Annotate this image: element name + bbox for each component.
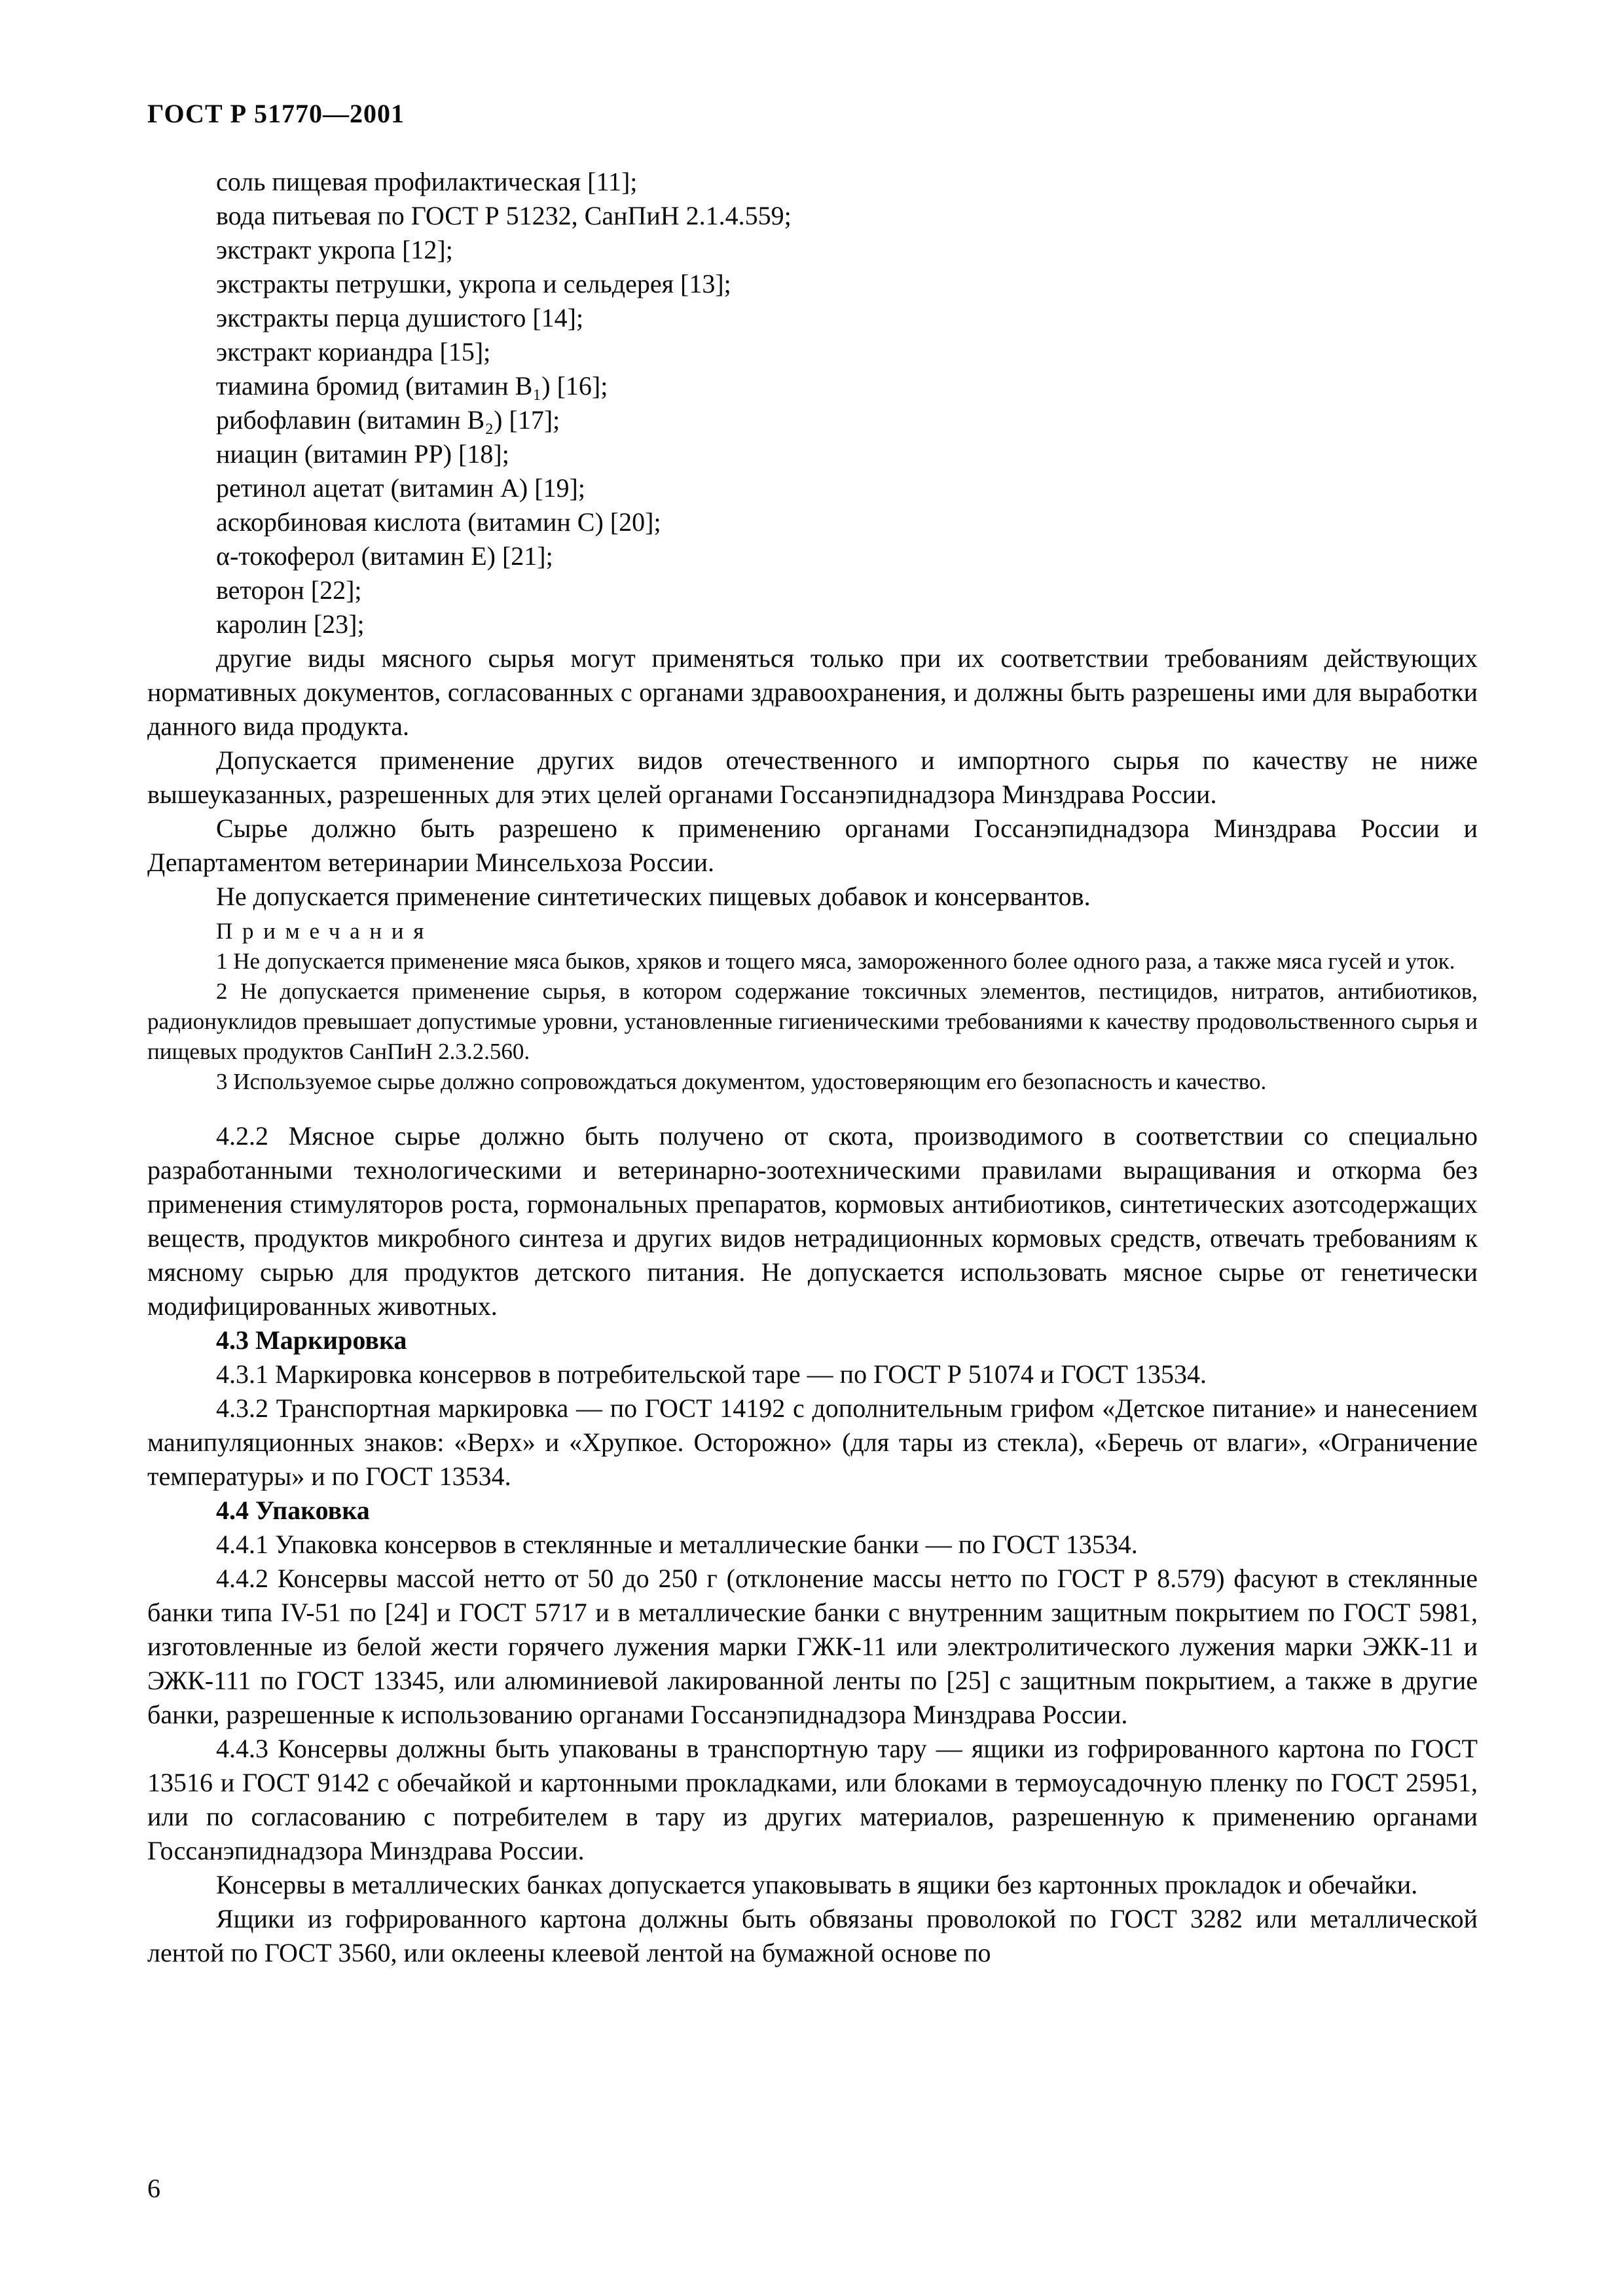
document-standard-code: ГОСТ Р 51770—2001 — [147, 99, 405, 128]
ingredient-list-item: рибофлавин (витамин В₂) [17]; — [216, 405, 560, 435]
ingredient-list-item: веторон [22]; — [216, 575, 362, 605]
ingredient-list-item: экстракты перца душистого [14]; — [216, 303, 584, 332]
note-item: 3 Используемое сырье должно сопровождаться документом, удостоверяющим его безопасность и качество. — [216, 1069, 1267, 1094]
ingredient-list-item: соль пищевая профилактическая [11]; — [216, 167, 638, 196]
paragraph: Допускается применение других видов отечественного и импортного сырья по качеству не ниже вышеуказанных, разрешенных для этих целей органами Госсанэпиднадзора Минздрава России. — [147, 745, 1478, 809]
paragraph: Ящики из гофрированного картона должны быть обвязаны проволокой по ГОСТ 3282 или металлической лентой по ГОСТ 3560, или оклеены клеевой лентой на бумажной основе по — [147, 1904, 1478, 1967]
ingredient-list-item: экстракт укропа [12]; — [216, 235, 453, 264]
paragraph: другие виды мясного сырья могут применяться только при их соответствии требованиям действующих нормативных документов, согласованных с органами здравоохранения, и должны быть разрешены ими для выработки данного вида продукта. — [147, 643, 1478, 741]
ingredient-list-item: α-токоферол (витамин Е) [21]; — [216, 541, 553, 571]
ingredient-list-item: каролин [23]; — [216, 609, 365, 639]
paragraph: 4.2.2 Мясное сырье должно быть получено от скота, производимого в соответствии со специально разработанными технологическими и ветеринарно-зоотехническими правилами выращивания и откорма без применения стимуляторов роста, гормональных препаратов, кормовых антибиотиков, синтетических азотсодержащих веществ, продуктов микробного синтеза и других видов нетрадиционных кормовых средств, отвечать требованиям к мясному сырью для продуктов детского питания. Не допускается использовать мясное сырье от генетически модифицированных животных. — [147, 1121, 1478, 1321]
paragraph: Не допускается применение синтетических пищевых добавок и консервантов. — [216, 882, 1091, 911]
ingredient-list-item: ниацин (витамин РР) [18]; — [216, 439, 509, 469]
note-item: 2 Не допускается применение сырья, в котором содержание токсичных элементов, пестицидов, нитратов, антибиотиков, радионуклидов превышает допустимые уровни, установленные гигиеническими требованиями к качеству продовольственного сырья и пищевых продуктов СанПиН 2.3.2.560. — [147, 978, 1478, 1064]
paragraph: 4.4.2 Консервы массой нетто от 50 до 250 г (отклонение массы нетто по ГОСТ Р 8.579) фасуют в стеклянные банки типа IV-51 по [24] и ГОСТ 5717 и в металлические банки с внутренним защитным покрытием по ГОСТ 5981, изготовленные из белой жести горячего лужения марки ГЖК-11 или электролитического лужения марки ЭЖК-11 и ЭЖК-111 по ГОСТ 13345, или алюминиевой лакированной ленты по [25] с защитным покрытием, а также в другие банки, разрешенные к использованию органами Госсанэпиднадзора Минздрава России. — [147, 1564, 1478, 1729]
document-content — [147, 97, 1478, 1970]
ingredient-list-item: экстракты петрушки, укропа и сельдерея [13]; — [216, 269, 731, 298]
paragraph: 4.4.1 Упаковка консервов в стеклянные и металлические банки — по ГОСТ 13534. — [216, 1530, 1138, 1559]
notes-label: Примечания — [216, 918, 434, 944]
note-item: 1 Не допускается применение мяса быков, хряков и тощего мяса, замороженного более одного раза, а также мяса гусей и уток. — [216, 948, 1455, 974]
ingredient-list-item: аскорбиновая кислота (витамин С) [20]; — [216, 507, 661, 537]
ingredient-list-item: ретинол ацетат (витамин А) [19]; — [216, 473, 585, 503]
paragraph: Консервы в металлических банках допускается упаковывать в ящики без картонных прокладок и обечайки. — [216, 1870, 1418, 1899]
ingredient-list-item: экстракт кориандра [15]; — [216, 337, 491, 367]
paragraph: Сырье должно быть разрешено к применению органами Госсанэпиднадзора Минздрава России и Департаментом ветеринарии Минсельхоза России. — [147, 814, 1478, 877]
ingredient-list-item: тиамина бромид (витамин В₁) [16]; — [216, 371, 608, 401]
page-number: 6 — [147, 2174, 160, 2203]
ingredient-list-item: вода питьевая по ГОСТ Р 51232, СанПиН 2.1.4.559; — [216, 201, 792, 230]
paragraph: 4.4.3 Консервы должны быть упакованы в транспортную тару — ящики из гофрированного картона по ГОСТ 13516 и ГОСТ 9142 с обечайкой и картонными прокладками, или блоками в термоусадочную пленку по ГОСТ 25951, или по согласованию с потребителем в тару из других материалов, разрешенную к применению органами Госсанэпиднадзора Минздрава России. — [147, 1734, 1478, 1865]
document-body — [147, 165, 1478, 1970]
section-heading: 4.3 Маркировка — [216, 1325, 407, 1355]
section-heading: 4.4 Упаковка — [216, 1496, 370, 1525]
paragraph: 4.3.2 Транспортная маркировка — по ГОСТ 14192 с дополнительным грифом «Детское питание» и нанесением манипуляционных знаков: «Верх» и «Хрупкое. Осторожно» (для тары из стекла), «Беречь от влаги», «Ограничение температуры» и по ГОСТ 13534. — [147, 1393, 1478, 1491]
paragraph: 4.3.1 Маркировка консервов в потребительской таре — по ГОСТ Р 51074 и ГОСТ 13534. — [216, 1359, 1207, 1389]
